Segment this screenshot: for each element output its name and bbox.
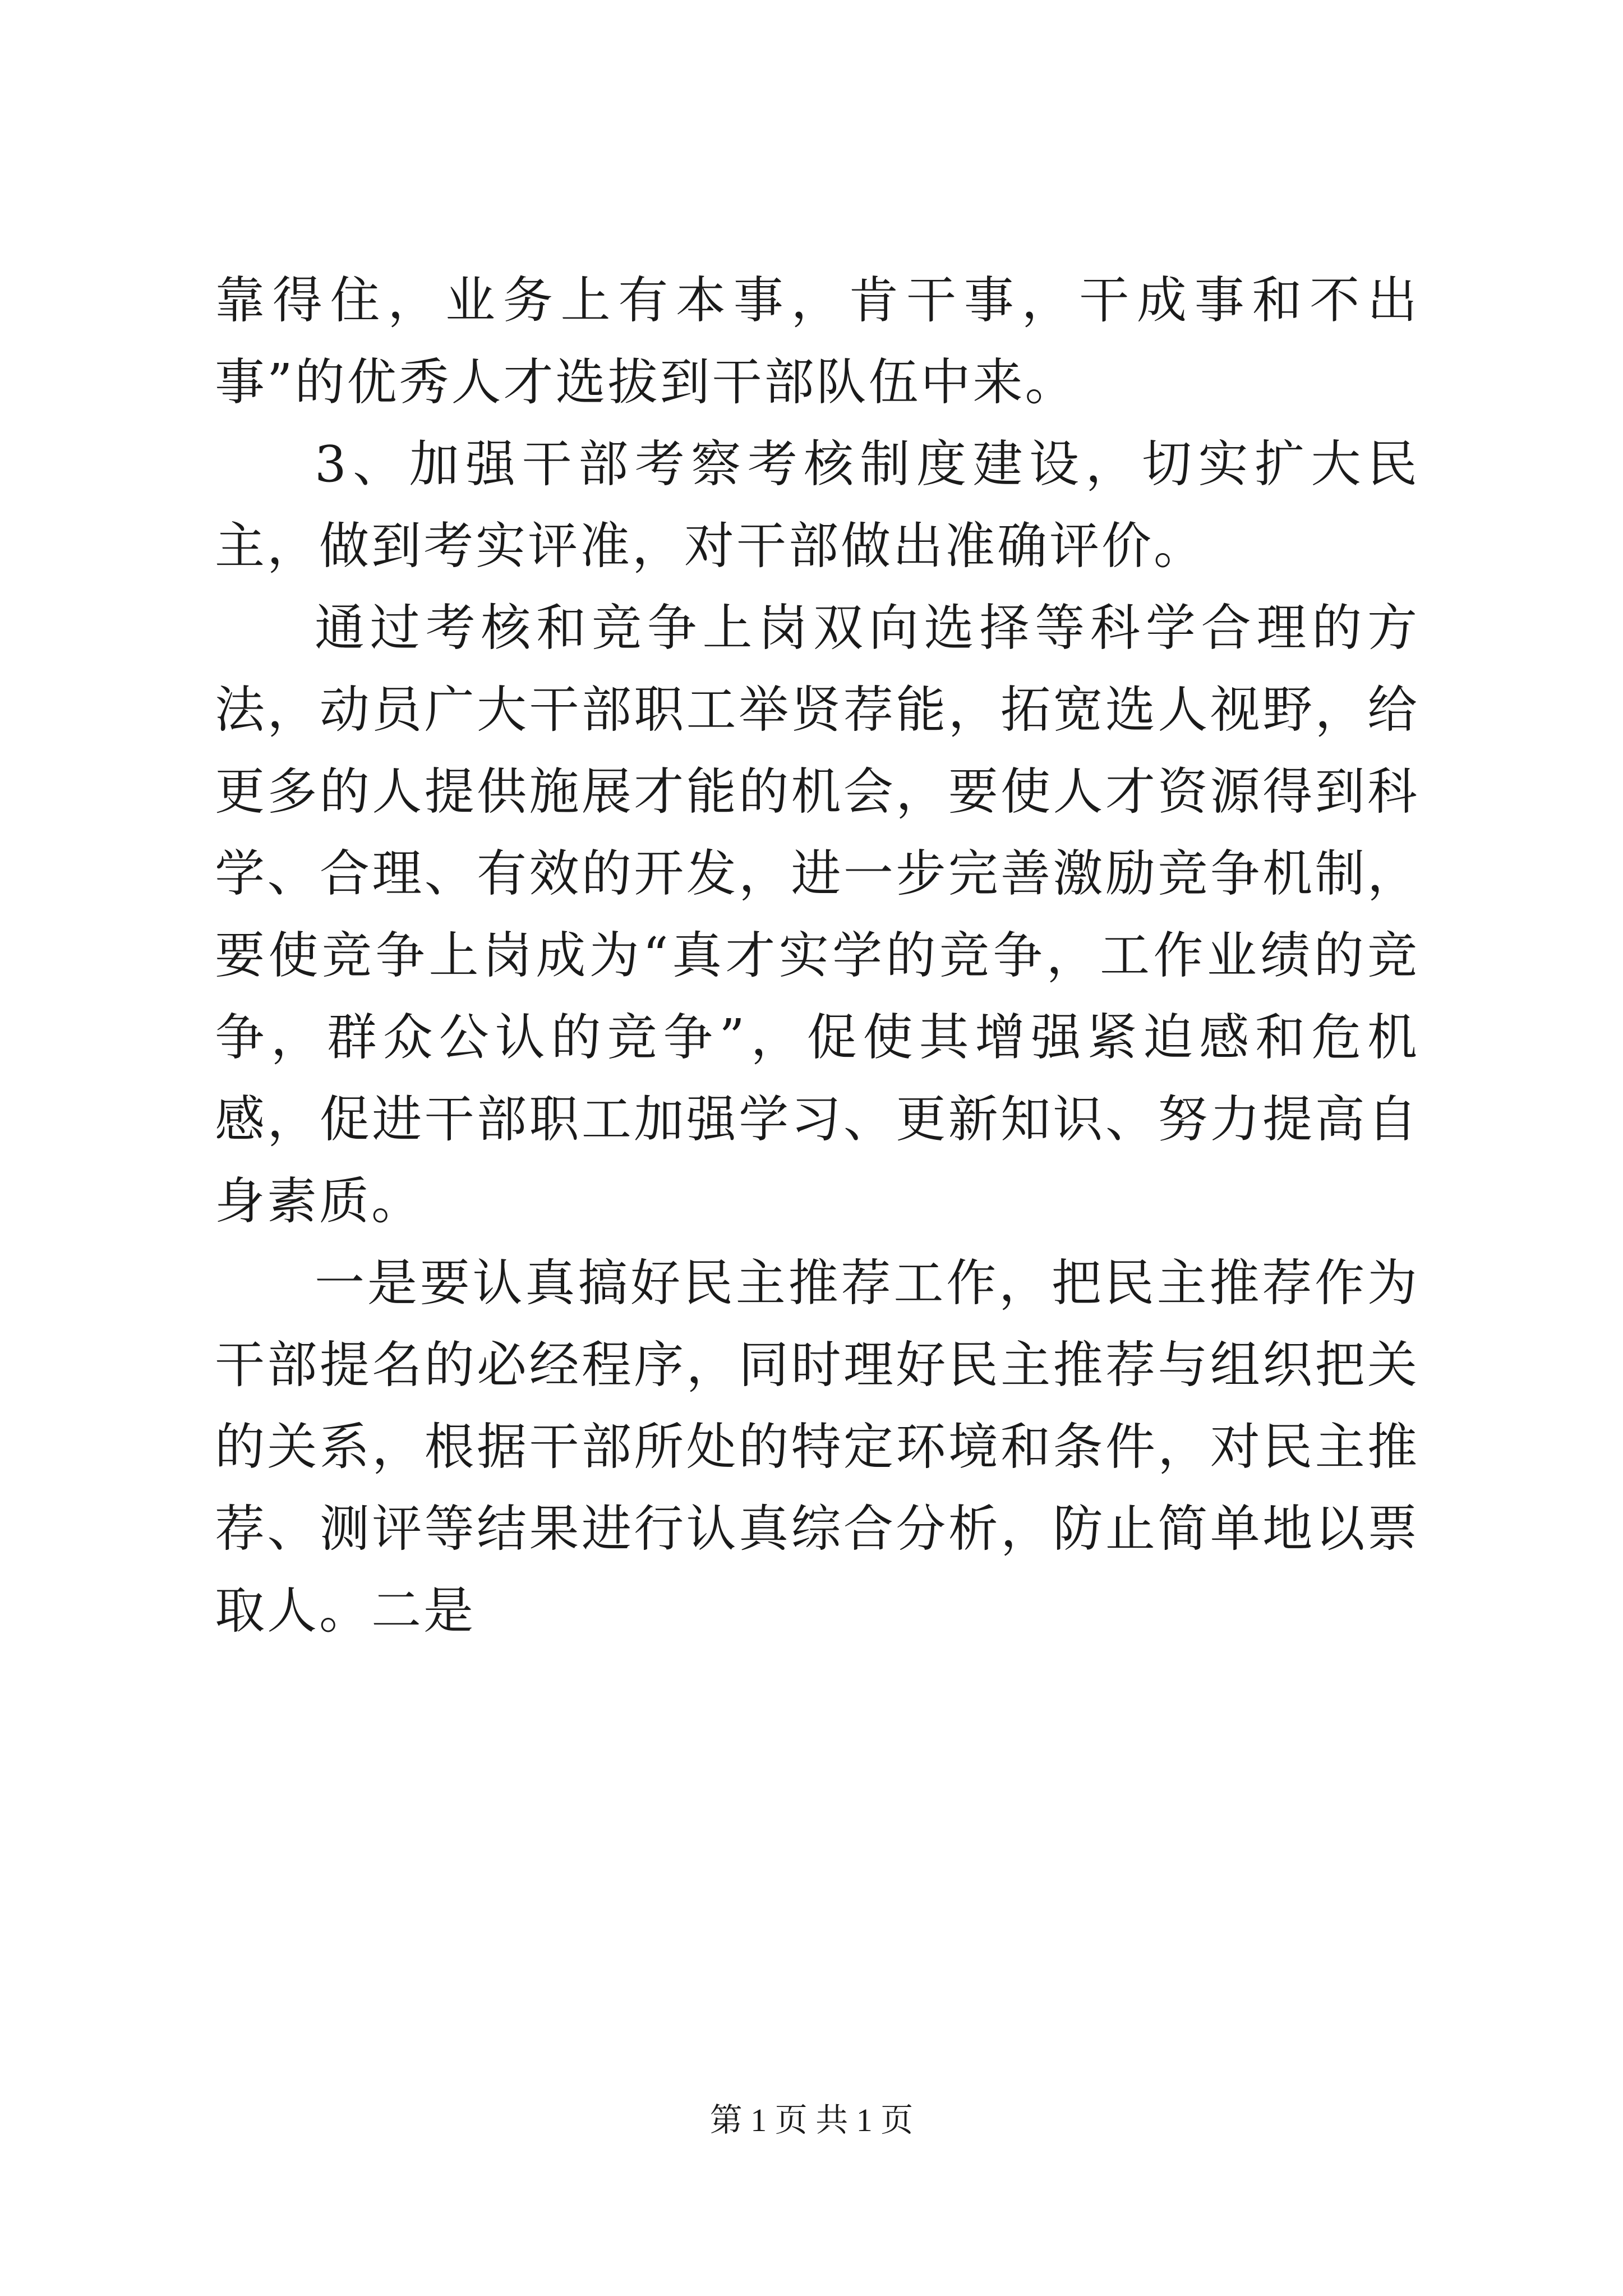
paragraph-continuation: 靠得住，业务上有本事，肯干事，干成事和不出事”的优秀人才选拔到干部队伍中来。 [215,271,1419,411]
paragraph-methods: 通过考核和竞争上岗双向选择等科学合理的方法，动员广大干部职工举贤荐能，拓宽选人视野，给更多的人提供施展才能的机会，要使人才资源得到科学、合理、有效的开发，进一步完善激励竞争机制，要使竞争上岗成为“真才实学的竞争，工作业绩的竞争，群众公认的竞争”，促使其增强紧迫感和危机感，促进干部职工加强学习、更新知识、努力提高自身素质。 [215,599,1419,1230]
document-body [215,259,1419,1651]
page-number-footer: 第 1 页 共 1 页 [709,2102,914,2138]
paragraph-item-3: 3、加强干部考察考核制度建设，切实扩大民主，做到考实评准，对干部做出准确评价。 [215,435,1419,575]
paragraph-recommendation: 一是要认真搞好民主推荐工作，把民主推荐作为干部提名的必经程序，同时理好民主推荐与组织把关的关系，根据干部所处的特定环境和条件，对民主推荐、测评等结果进行认真综合分析，防止简单地以票取人。二是 [215,1254,1419,1640]
